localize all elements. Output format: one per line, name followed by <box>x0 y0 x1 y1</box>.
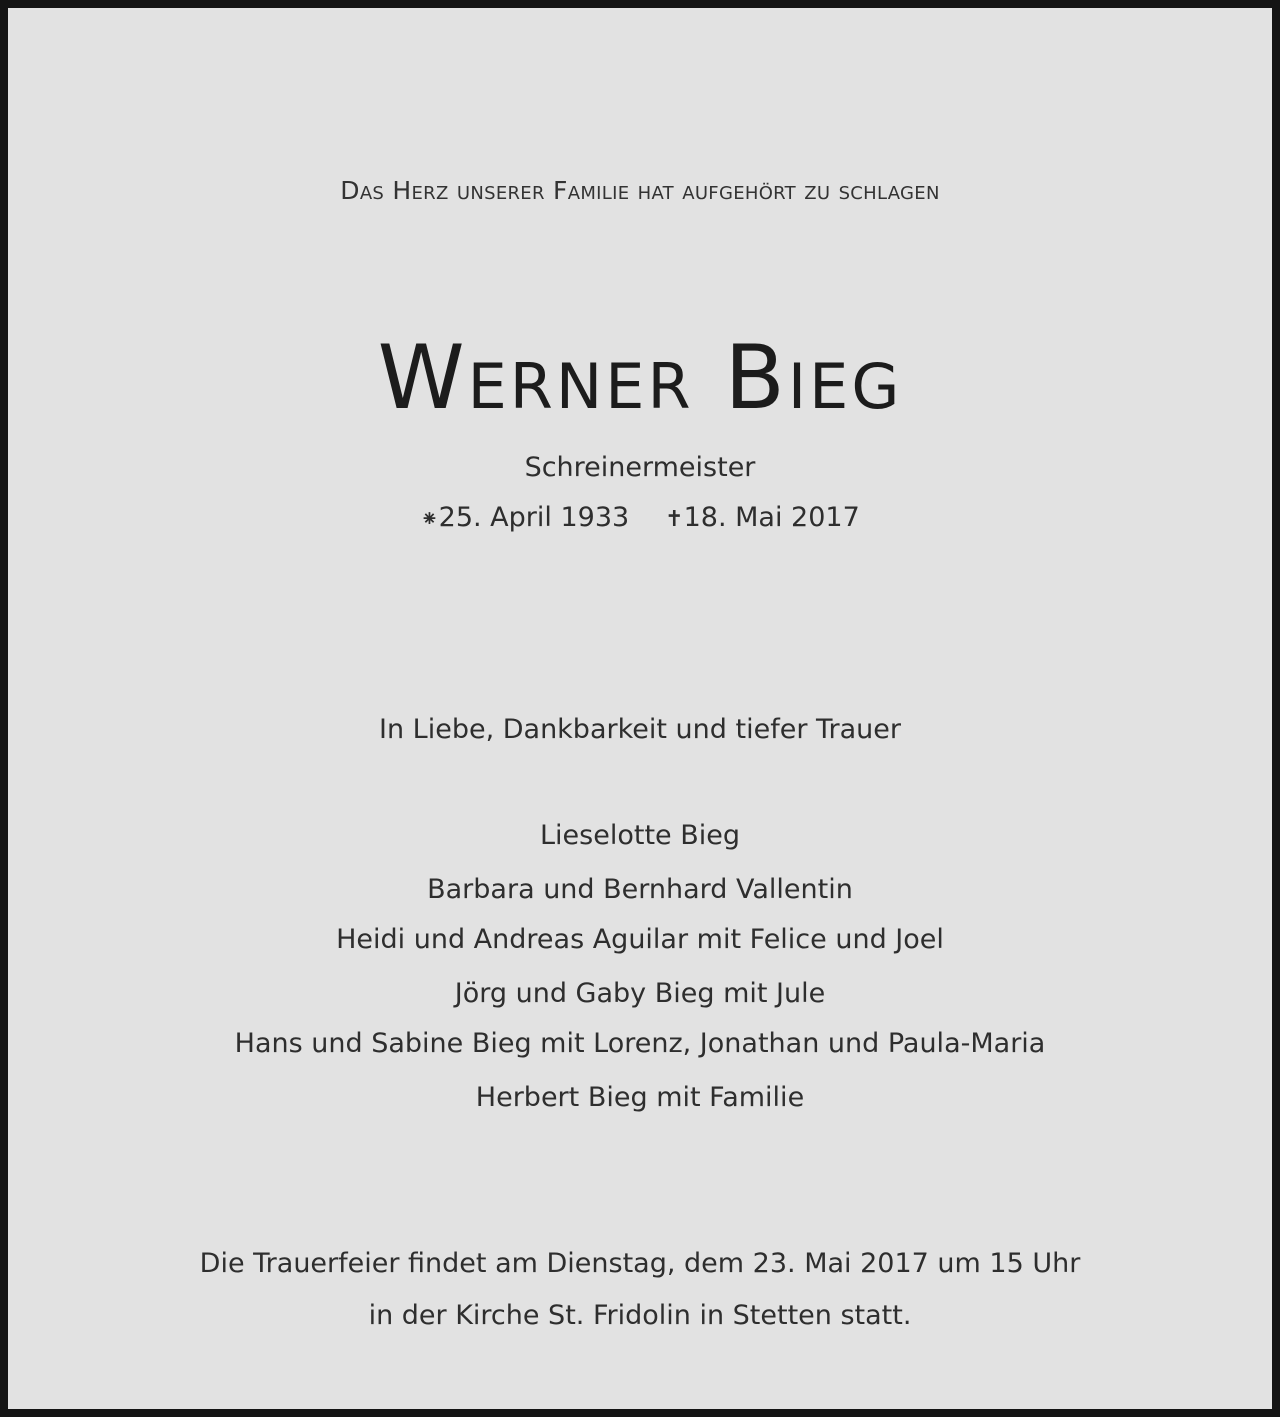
mourner-entry: Lieselotte Bieg <box>540 820 740 851</box>
mourner-entry: Herbert Bieg mit Familie <box>475 1082 805 1113</box>
mourner-entry: Barbara und Bernhard Vallentin <box>427 874 853 905</box>
tribute-line: In Liebe, Dankbarkeit und tiefer Trauer <box>379 714 901 745</box>
mourners-list <box>8 816 1272 1132</box>
funeral-service-line-1: Die Trauerfeier findet am Dienstag, dem 23. Mai 2017 um 15 Uhr <box>199 1248 1081 1279</box>
death-date: 18. Mai 2017 <box>683 502 860 533</box>
profession: Schreinermeister <box>524 452 756 483</box>
mourner-entry: Hans und Sabine Bieg mit Lorenz, Jonathan und Paula-Maria <box>234 1028 1046 1059</box>
life-dates <box>8 502 1272 533</box>
death-cross-icon: ✝ <box>665 507 684 532</box>
funeral-service-line-2: in der Kirche St. Fridolin in Stetten statt. <box>368 1300 912 1331</box>
deceased-name: Werner Bieg <box>377 326 903 429</box>
notice-heading: Das Herz unserer Familie hat aufgehört zu schlagen <box>340 176 940 205</box>
mourner-entry: Jörg und Gaby Bieg mit Jule <box>454 978 826 1009</box>
birth-date: 25. April 1933 <box>438 502 630 533</box>
mourner-entry: Heidi und Andreas Aguilar mit Felice und Joel <box>336 924 944 955</box>
birth-star-icon: ⁕ <box>420 507 439 532</box>
